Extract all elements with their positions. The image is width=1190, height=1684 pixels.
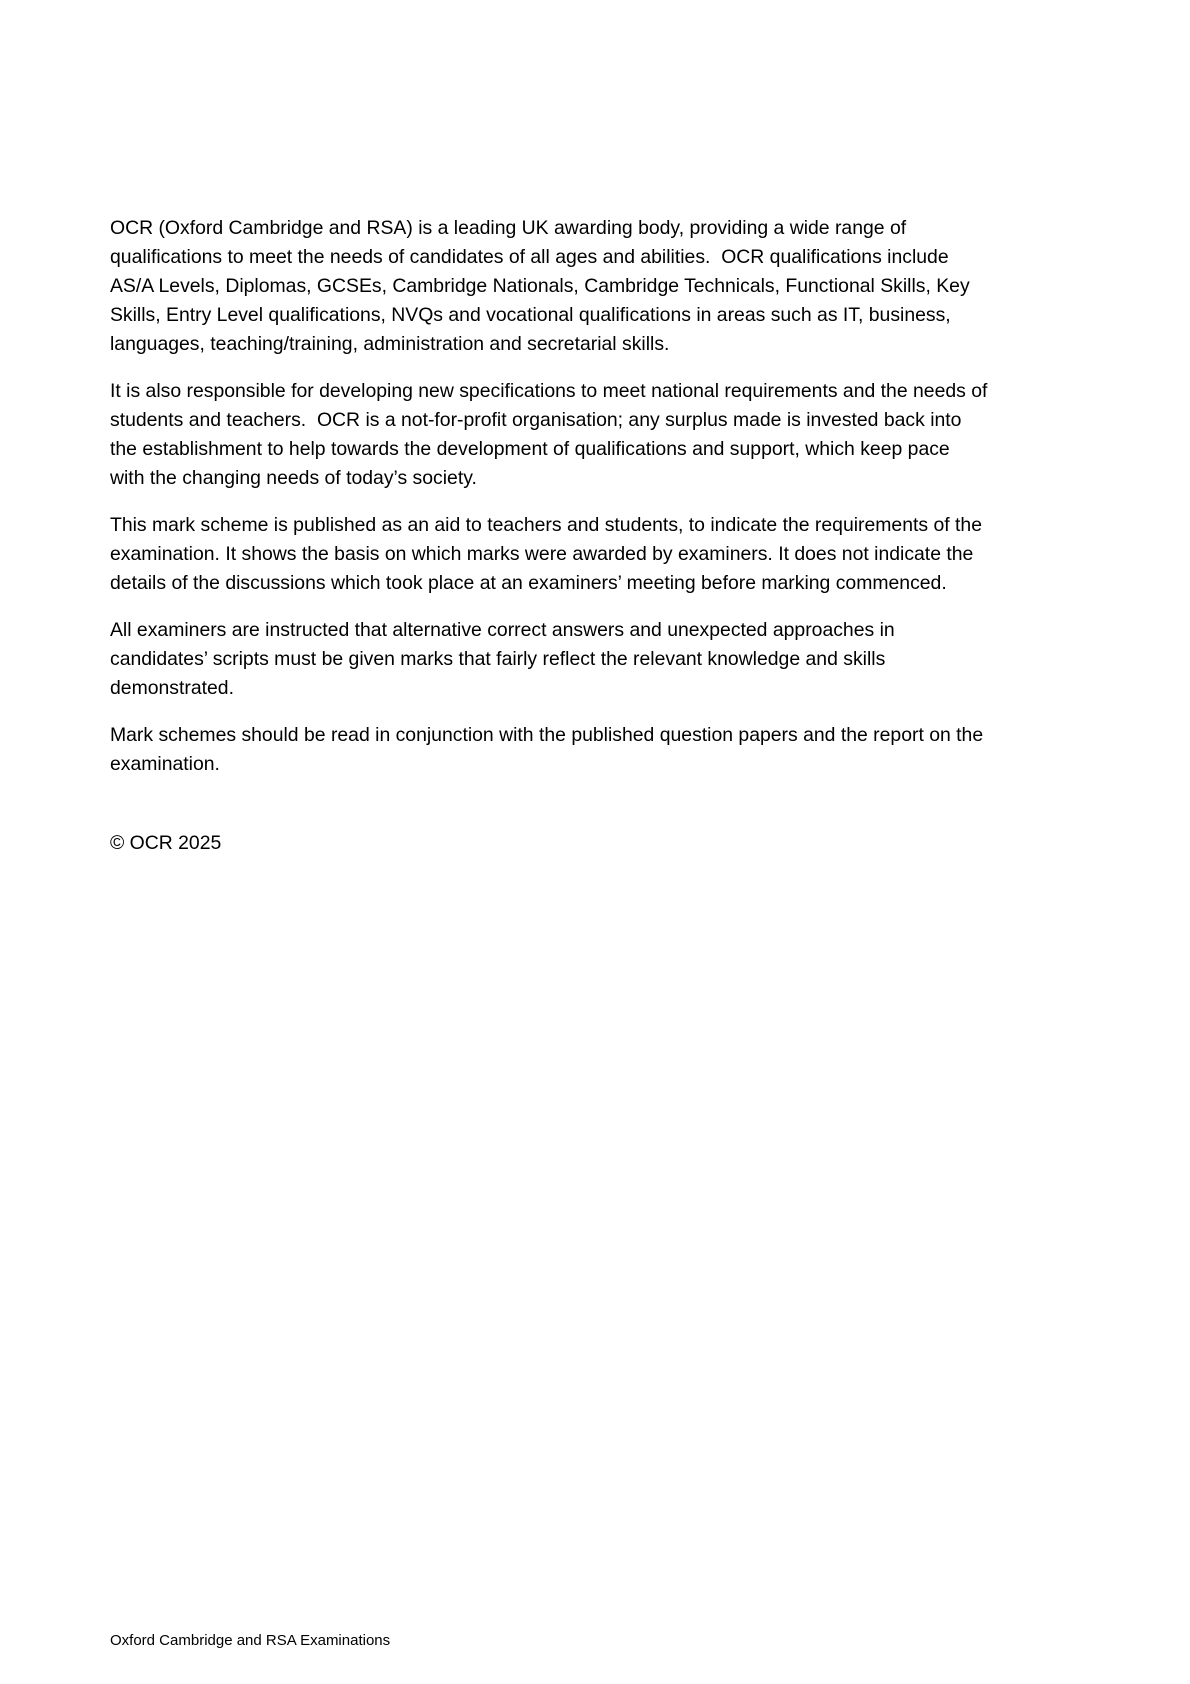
paragraph-mark-scheme-purpose: This mark scheme is published as an aid to teachers and students, to indicate the requirements of the examination. It shows the basis on which marks were awarded by examiners. It does not indicate the details of the discussions which took place at an examiners’ meeting before marking commenced.	[110, 514, 988, 594]
copyright-notice: © OCR 2025	[110, 832, 222, 854]
paragraph-read-in-conjunction: Mark schemes should be read in conjunction with the published question papers and the report on the examination.	[110, 724, 989, 775]
footer-organisation-name: Oxford Cambridge and RSA Examinations	[110, 1632, 391, 1649]
document-body	[110, 214, 993, 877]
paragraph-examiner-instructions: All examiners are instructed that alternative correct answers and unexpected approaches in candidates’ scripts must be given marks that fairly reflect the relevant knowledge and skills demonstrated.	[110, 619, 901, 699]
paragraph-ocr-intro: OCR (Oxford Cambridge and RSA) is a leading UK awarding body, providing a wide range of qualifications to meet the needs of candidates of all ages and abilities. OCR qualifications include AS/A Levels, Diplomas, GCSEs, Cambridge Nationals, Cambridge Technicals, Functional Skills, Key Skills, Entry Level qualifications, NVQs and vocational qualifications in areas such as IT, business, languages, teaching/training, administration and secretarial skills.	[110, 217, 976, 355]
paragraph-ocr-responsibility: It is also responsible for developing new specifications to meet national requirements and the needs of students and teachers. OCR is a not-for-profit organisation; any surplus made is invested back into the establishment to help towards the development of qualifications and support, which keep pace with the changing needs of today’s society.	[110, 380, 993, 489]
